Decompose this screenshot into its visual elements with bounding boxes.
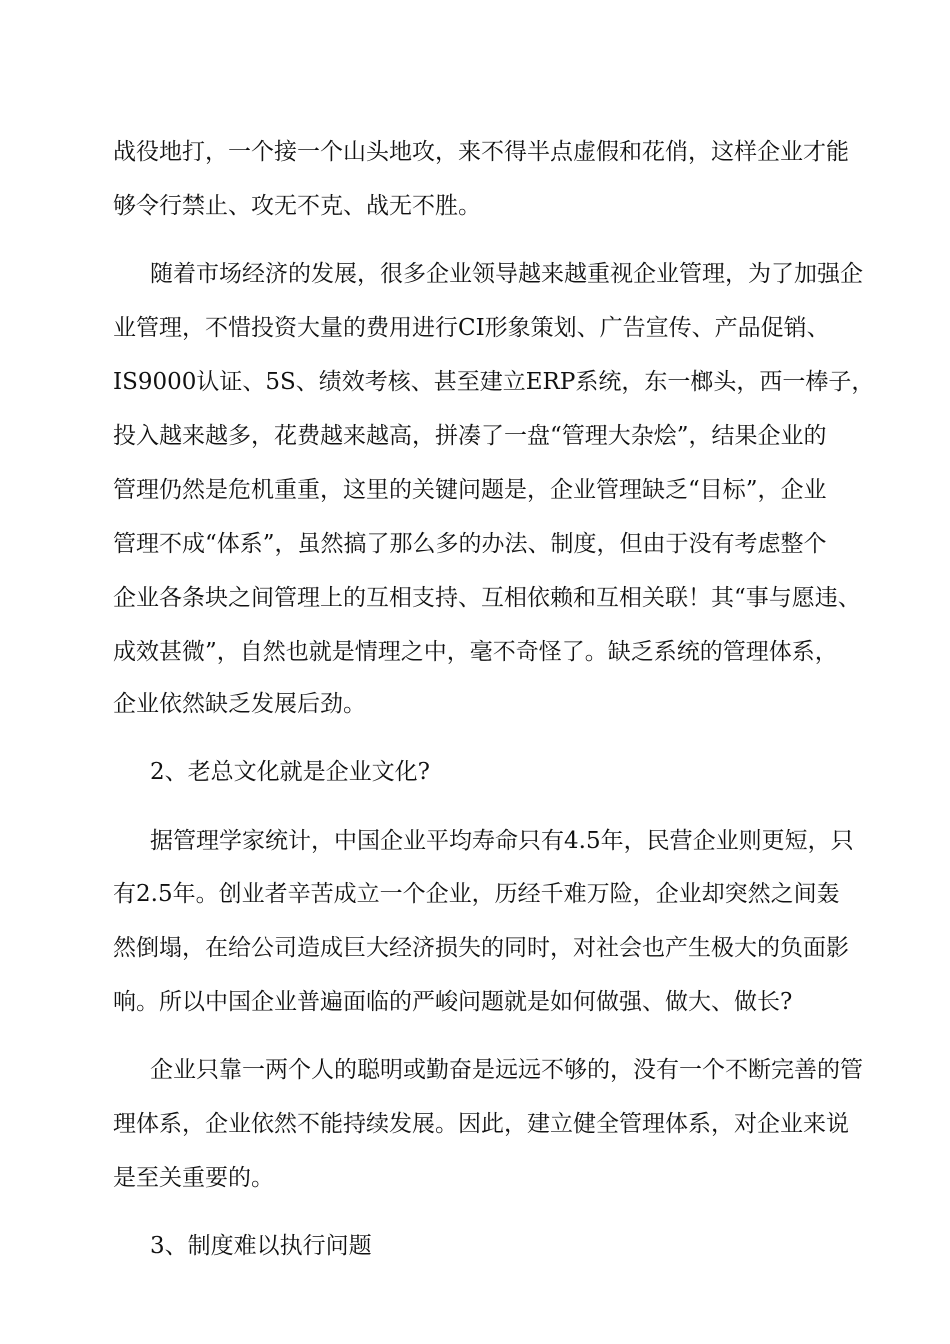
paragraph-2-line-2: 业管理，不惜投资大量的费用进行CI形象策划、广告宣传、产品促销、 [113,315,830,341]
paragraph-5-line-3: 是至关重要的。 [113,1165,274,1191]
paragraph-2-line-5: 管理仍然是危机重重，这里的关键问题是，企业管理缺乏“目标”，企业 [113,477,827,503]
paragraph-2-line-9: 企业依然缺乏发展后劲。 [113,691,366,717]
paragraph-4-line-2: 有2.5年。创业者辛苦成立一个企业，历经千难万险，企业却突然之间轰 [113,881,840,907]
paragraph-2-line-8: 成效甚微”，自然也就是情理之中，毫不奇怪了。缺乏系统的管理体系， [113,639,838,665]
section-heading-3: 3、制度难以执行问题 [150,1233,372,1259]
paragraph-4-line-4: 响。所以中国企业普遍面临的严峻问题就是如何做强、做大、做长? [113,989,793,1015]
paragraph-4-line-3: 然倒塌，在给公司造成巨大经济损失的同时，对社会也产生极大的负面影 [113,935,849,961]
paragraph-2-line-4: 投入越来越多，花费越来越高，拼凑了一盘“管理大杂烩”，结果企业的 [113,423,827,449]
paragraph-5-line-2: 理体系，企业依然不能持续发展。因此，建立健全管理体系，对企业来说 [113,1111,849,1137]
paragraph-2-line-1: 随着市场经济的发展，很多企业领导越来越重视企业管理，为了加强企 [150,261,863,287]
section-heading-2: 2、老总文化就是企业文化? [150,759,430,785]
paragraph-1-line-1: 战役地打，一个接一个山头地攻，来不得半点虚假和花俏，这样企业才能 [113,139,849,165]
paragraph-2-line-6: 管理不成“体系”，虽然搞了那么多的办法、制度，但由于没有考虑整个 [113,531,827,557]
paragraph-2-line-3: IS9000认证、5S、绩效考核、甚至建立ERP系统，东一榔头，西一棒子， [113,369,875,395]
paragraph-2-line-7: 企业各条块之间管理上的互相支持、互相依赖和互相关联！其“事与愿违、 [113,585,861,611]
paragraph-4-line-1: 据管理学家统计，中国企业平均寿命只有4.5年，民营企业则更短，只 [150,828,854,854]
paragraph-1-line-2: 够令行禁止、攻无不克、战无不胜。 [113,193,481,219]
paragraph-5-line-1: 企业只靠一两个人的聪明或勤奋是远远不够的，没有一个不断完善的管 [150,1057,863,1083]
